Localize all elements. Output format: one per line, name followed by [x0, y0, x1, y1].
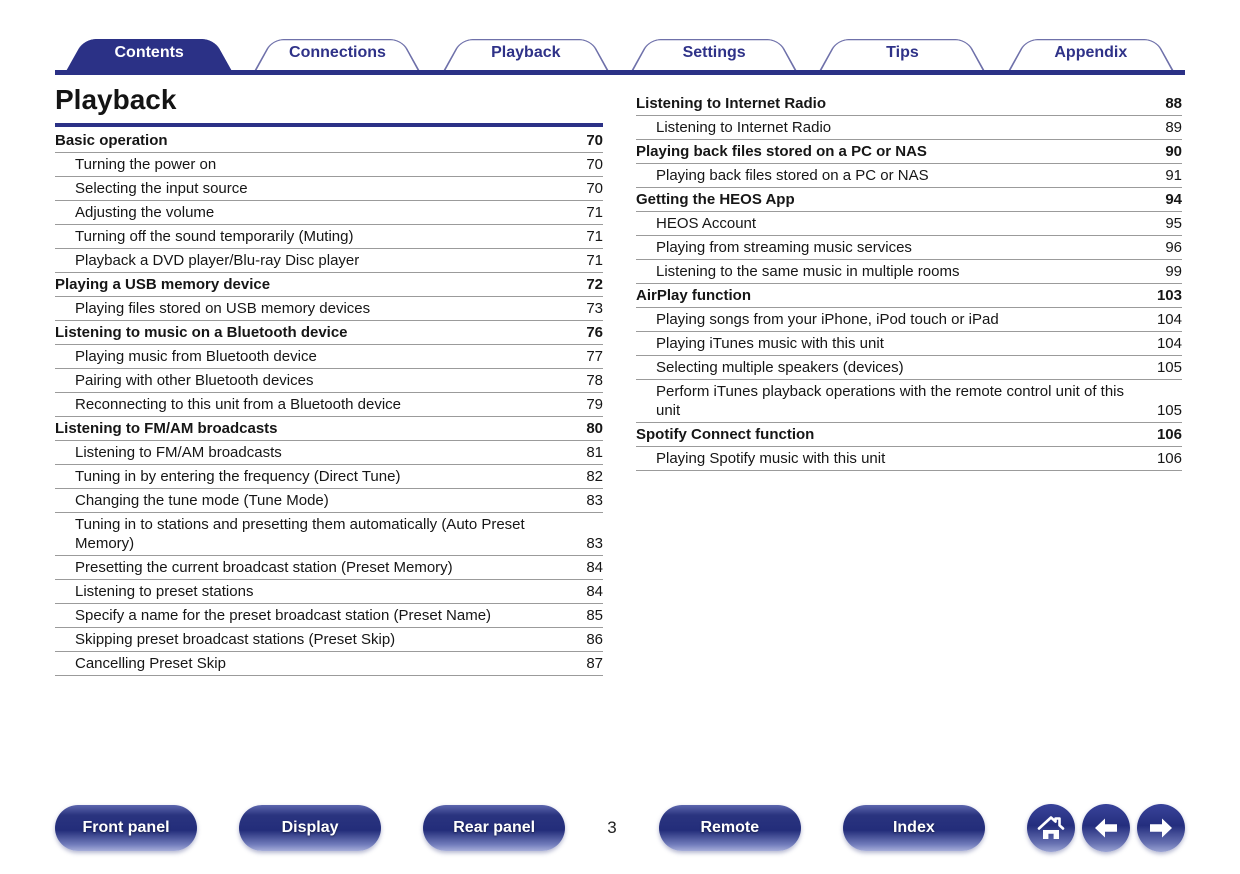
- back-arrow-icon: [1090, 812, 1122, 844]
- back-button[interactable]: [1082, 804, 1130, 852]
- toc-entry[interactable]: Tuning in to stations and presetting them automatically (Auto Preset Memory) 83: [55, 513, 603, 556]
- toc-entry[interactable]: Listening to music on a Bluetooth device 76: [55, 321, 603, 345]
- front-panel-button[interactable]: Front panel: [55, 805, 197, 851]
- toc-entry[interactable]: Spotify Connect function 106: [636, 423, 1182, 447]
- toc-entry[interactable]: Playing iTunes music with this unit 104: [636, 332, 1182, 356]
- tab-contents[interactable]: [59, 33, 239, 71]
- toc-entry[interactable]: Cancelling Preset Skip 87: [55, 652, 603, 676]
- toc-entry[interactable]: Skipping preset broadcast stations (Preset Skip) 86: [55, 628, 603, 652]
- toc-entry[interactable]: Reconnecting to this unit from a Bluetooth device 79: [55, 393, 603, 417]
- toc-entry[interactable]: Playing from streaming music services 96: [636, 236, 1182, 260]
- tab-connections[interactable]: [247, 33, 427, 71]
- toc-entry[interactable]: Turning off the sound temporarily (Muting) 71: [55, 225, 603, 249]
- toc-entry[interactable]: Playing files stored on USB memory devices 73: [55, 297, 603, 321]
- toc-entry[interactable]: Playing back files stored on a PC or NAS 90: [636, 140, 1182, 164]
- footer-nav: [55, 802, 1185, 854]
- toc-entry[interactable]: Selecting multiple speakers (devices) 105: [636, 356, 1182, 380]
- home-button[interactable]: [1027, 804, 1075, 852]
- tab-label: Playback: [491, 44, 561, 61]
- nav-icon-group: [1027, 804, 1185, 852]
- toc-entry[interactable]: Listening to Internet Radio 88: [636, 92, 1182, 116]
- toc-entry[interactable]: Playing Spotify music with this unit 106: [636, 447, 1182, 471]
- tab-label: Contents: [114, 44, 184, 61]
- toc-entry[interactable]: Turning the power on 70: [55, 153, 603, 177]
- display-button[interactable]: Display: [239, 805, 381, 851]
- toc-entry[interactable]: Playing back files stored on a PC or NAS 91: [636, 164, 1182, 188]
- home-icon: [1035, 812, 1067, 844]
- toc-entry[interactable]: Playback a DVD player/Blu-ray Disc player 71: [55, 249, 603, 273]
- toc-entry[interactable]: Playing songs from your iPhone, iPod touch or iPad 104: [636, 308, 1182, 332]
- rear-panel-button[interactable]: Rear panel: [423, 805, 565, 851]
- remote-button[interactable]: Remote: [659, 805, 801, 851]
- title-rule: [55, 123, 603, 127]
- toc-entry[interactable]: Adjusting the volume 71: [55, 201, 603, 225]
- toc-entry[interactable]: Presetting the current broadcast station (Preset Memory) 84: [55, 556, 603, 580]
- tab-label: Appendix: [1054, 44, 1128, 61]
- toc-entry[interactable]: Playing a USB memory device 72: [55, 273, 603, 297]
- toc-entry[interactable]: Basic operation 70: [55, 129, 603, 153]
- tab-label: Tips: [886, 44, 919, 61]
- toc-entry[interactable]: Listening to FM/AM broadcasts 80: [55, 417, 603, 441]
- tab-settings[interactable]: [624, 33, 804, 71]
- page-title: Playback: [55, 84, 177, 115]
- tab-label: Settings: [682, 44, 746, 61]
- index-button[interactable]: Index: [843, 805, 985, 851]
- tab-appendix[interactable]: [1001, 33, 1181, 71]
- toc-entry[interactable]: Perform iTunes playback operations with the remote control unit of this unit 105: [636, 380, 1182, 423]
- toc-entry[interactable]: Listening to FM/AM broadcasts 81: [55, 441, 603, 465]
- toc-entry[interactable]: HEOS Account 95: [636, 212, 1182, 236]
- tab-bar: [55, 33, 1185, 71]
- forward-button[interactable]: [1137, 804, 1185, 852]
- toc-entry[interactable]: Changing the tune mode (Tune Mode) 83: [55, 489, 603, 513]
- toc-column-right: [636, 92, 1182, 471]
- toc-entry[interactable]: Getting the HEOS App 94: [636, 188, 1182, 212]
- toc-entry[interactable]: AirPlay function 103: [636, 284, 1182, 308]
- toc-entry[interactable]: Listening to the same music in multiple rooms 99: [636, 260, 1182, 284]
- tab-playback[interactable]: [436, 33, 616, 71]
- page-number: 3: [607, 818, 617, 837]
- toc-column-left: [55, 84, 603, 676]
- forward-arrow-icon: [1145, 812, 1177, 844]
- toc-entry[interactable]: Playing music from Bluetooth device 77: [55, 345, 603, 369]
- toc-entry[interactable]: Listening to Internet Radio 89: [636, 116, 1182, 140]
- toc-entry[interactable]: Listening to preset stations 84: [55, 580, 603, 604]
- toc-entry[interactable]: Specify a name for the preset broadcast station (Preset Name) 85: [55, 604, 603, 628]
- toc-entry[interactable]: Pairing with other Bluetooth devices 78: [55, 369, 603, 393]
- tab-label: Connections: [289, 44, 386, 61]
- tab-tips[interactable]: [812, 33, 992, 71]
- toc-entry[interactable]: Tuning in by entering the frequency (Direct Tune) 82: [55, 465, 603, 489]
- toc-entry[interactable]: Selecting the input source 70: [55, 177, 603, 201]
